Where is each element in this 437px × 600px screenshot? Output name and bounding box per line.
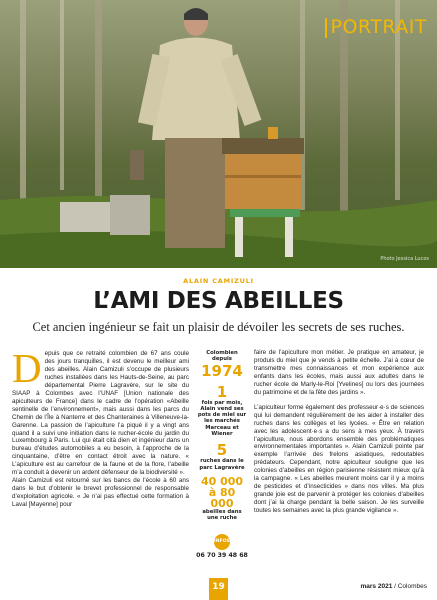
drop-cap: D <box>12 345 42 391</box>
headline: L’AMI DES ABEILLES <box>93 288 344 314</box>
fact-value: 1974 <box>201 361 243 380</box>
fact-value: 1 <box>216 382 228 401</box>
paragraph: Alain Camizuli est retourné sur les bancs de l’école à 60 ans dans le but d’obtenir le brevet professionnel de responsable d’exploitation agricole. « Je n’ai pas effectué cette formation à Laval [Mayenne] pour <box>12 477 189 509</box>
fact-label: ruches dans le parc Lagravère <box>199 458 245 471</box>
article-column-right <box>254 349 424 515</box>
fact-block <box>196 442 248 471</box>
fact-block <box>196 476 248 522</box>
page-number: 19 <box>209 578 228 600</box>
publication-name: Colombes <box>397 583 427 590</box>
fact-block <box>196 350 248 379</box>
article-column-left <box>12 345 189 509</box>
phone-number: 06 70 39 48 68 <box>196 551 248 559</box>
paragraph-text: epuis que ce retraité colombien de 67 ans coule des jours tranquilles, il est devenu le meilleur ami des abeilles. Alain Camizuli s’occupe de plusieurs ruches installées dans les Hauts-de-Seine, au parc départemental Pierre Lagravère, sur le site du SIAAP à Colombes avec l’UNAF [Union nationale des apiculteurs de France] dans le cadre de l’opération «Abeille sentinelle de l’environnement», mais aussi dans les parcs du Chemin de l’Île à Nanterre et des Chanteraines à Villeneuve-la-Garenne. La passion de l’apiculture l’a piqué il y a vingt ans quand il a suivi une initiation dans le rucher-école du jardin du Luxembourg à Paris. Lui qui était cità dien et ingénieur dans un bureau d’études automobiles a eu besoin, à l’approche de la cinquantaine, d’être en contact étroit avec la nature. « L’apiculture est au carrefour de la faune et de la flore, l’abeille m’a conduit à devenir un ardent défenseur de la biodiversité ». <box>12 350 189 477</box>
beekeeper-photo-illustration <box>0 0 437 268</box>
hero-photo <box>0 0 437 268</box>
fact-label: fois par mois, Alain vend ses pots de miel sur les marchés Marceau et Wiener <box>197 399 247 438</box>
kicker: ALAIN CAMIZULI <box>183 277 254 285</box>
paragraph: L’apiculteur forme également des professeur·e·s de sciences qui lui demandent régulièrement de les aider à installer des ruches dans les collèges et les lycées. « Être en relation avec les adolescent·e·s a du sens à mes yeux. À travers l’apiculture, nous abordons ensemble des problématiques environnementales importantes ». Alain Camizuli pointe par exemple l’arrivée des frelons asiatiques, redoutables prédateurs. Cependant, notre apiculteur souligne que les colonies d’abeilles en région parisienne résistent mieux qu’à la campagne. « Les abeilles meurent moins car il y a moins de pesticides et d’insecticides » dans nos villes. Ma plus grande joie est de parvenir à protéger les colonies d’abeilles dont j’ai la charge pendant la belle saison. Je les surveille toutes les semaines avec la plus grande vigilance ». <box>254 403 424 515</box>
fact-label: Colombien depuis <box>206 350 238 363</box>
key-figures-sidebar <box>196 350 248 559</box>
fact-value: 5 <box>216 441 228 460</box>
fact-block <box>196 384 248 438</box>
photo-credit: Photo Jessica Lucos <box>380 256 429 262</box>
section-tag: PORTRAIT <box>330 16 427 38</box>
paragraph <box>12 345 189 477</box>
footer-issue: mars 2021 / Colombes <box>360 583 427 590</box>
fact-label: abeilles dans une ruche <box>202 508 242 522</box>
issue-date: mars 2021 <box>360 583 393 590</box>
paragraph: faire de l’apiculture mon métier. Je pratique en amateur, je produis du miel que je vends à petite échelle. J’ai à cœur de transmettre mes connaissances et mon expérience aux enfants dans les écoles, mais aussi aux adultes dans le rucher école de Marly-le-Roi [Yvelines] ou lors des journées du patrimoine et de la fête des jardins ». <box>254 349 424 396</box>
infos-badge: INFOS <box>214 534 230 550</box>
fact-value: 40 000 à 80 000 <box>200 474 244 510</box>
standfirst: Cet ancien ingénieur se fait un plaisir de dévoiler les secrets de ses ruches. <box>32 320 405 334</box>
